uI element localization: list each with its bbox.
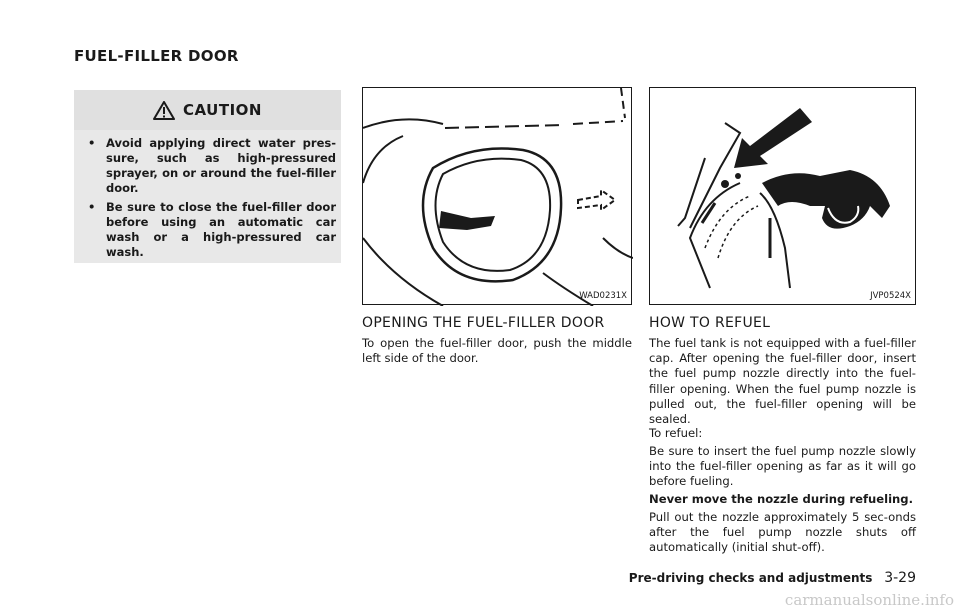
opening-paragraph: To open the fuel-filler door, push the middle left side of the door. [362,336,632,366]
caution-list [86,136,336,264]
page-footer [623,570,916,586]
refuel-paragraph: Be sure to insert the fuel pump nozzle slowly into the fuel-filler opening as far as it will go before fueling. [649,444,916,489]
caution-item: • Be sure to close the fuel-filler door before using an automatic car wash or a high-pressured car wash. [88,200,336,259]
page-heading: FUEL-FILLER DOOR [74,47,239,65]
caution-header [74,90,341,130]
page-number: 3-29 [884,570,916,586]
figure-code: JVP0524X [870,291,911,301]
caution-title: CAUTION [183,101,262,119]
section-title-opening: OPENING THE FUEL-FILLER DOOR [362,315,605,331]
refuel-paragraph: Pull out the nozzle approximately 5 sec-onds after the fuel pump nozzle shuts off automatically (initial shut-off). [649,510,916,555]
refuel-paragraph: To refuel: [649,426,703,440]
refuel-warning: Never move the nozzle during refueling. [649,492,914,506]
figure-code: WAD0231X [579,291,627,301]
fuel-nozzle-illustration [649,87,916,305]
section-title-refuel: HOW TO REFUEL [649,315,771,331]
refuel-paragraph: The fuel tank is not equipped with a fuel-filler cap. After opening the fuel-filler door, insert the fuel pump nozzle directly into the fuel-filler opening. When the fuel pump nozzle is pulled out, the fuel-filler opening will be sealed. [649,336,916,427]
caution-item: • Avoid applying direct water pres-sure, such as high-pressured sprayer, on or around the fuel-filler door. [88,136,336,195]
watermark: carmanualsonline.info [784,591,954,609]
caution-box [74,90,341,263]
fuel-door-illustration [362,87,632,305]
warning-triangle-icon [153,101,175,120]
chapter-title: Pre-driving checks and adjustments [628,571,873,585]
